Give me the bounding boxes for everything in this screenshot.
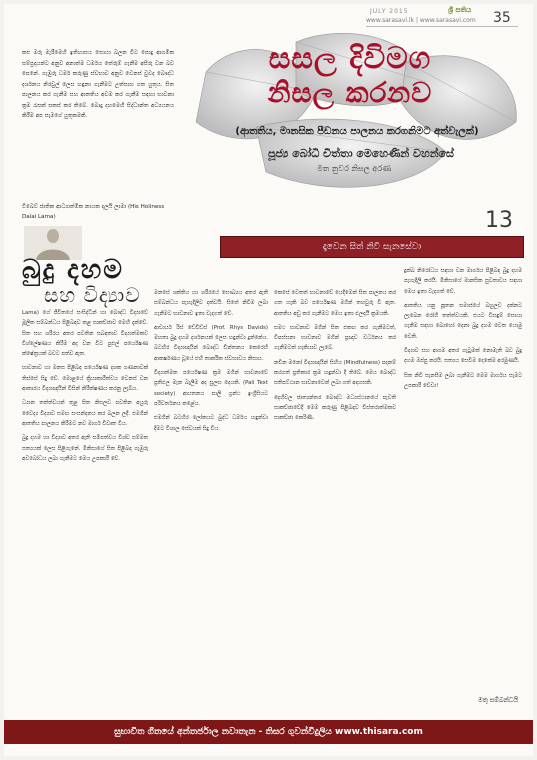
magazine-name: ශ්‍රී සතිය	[448, 6, 472, 14]
paragraph: කෙසේ වෙතත් භාවනාවේ යෙදීමෙන් සිත පාලනය කර ගත හැකි බව පර්යේෂණ මගින් තහවුරු වී ඇත. ආතතිය අඩු කර ගැනීමට මෙය ඉතා ඵලදායී ක්‍රමයකි.	[274, 290, 396, 317]
paragraph: ආතතිය යනු නූතන සමාජයේ බහුලව දක්නට ලැබෙන රෝගී තත්ත්වයකි. එයට විසඳුම් සොයා ගැනීම සඳහා බොහෝ දෙනා බුදු දහම වෙත යොමු වෙති.	[404, 302, 522, 340]
paragraph: විද්‍යාත්මක පර්යේෂණ ක්‍රම මගින් භාවනාවේ ප්‍රතිඵල මැන බැලීම අද සුලභ දෙයකි. (Pali Text society) ආයතනය පාලි ග්‍රන්ථ ඉංග්‍රීසියට පරිවර්තනය කළේය.	[154, 370, 268, 407]
paragraph: දෙහිවල ජාත්‍යන්තර බෞද්ධ මධ්‍යස්ථානයේ පැවති සාකච්ඡාවේදී මෙම කරුණු පිළිබඳව විස්තරාත්මකව සාකච්ඡා කෙරිණි.	[274, 394, 396, 422]
paragraph: ආචාර්ය රිස් ඩේවිඩ්ස් (Prof. Rhys Davids) මහතා බුදු දහම දර්ශනයක් ලෙස හඳුන්වා දුන්නේය. බටහිර විද්‍යාඥයින් බෞද්ධ චින්තනය කෙරෙහි ආකර්ෂණය වූයේ එහි තාර්කික ස්වභාවය නිසාය.	[154, 324, 268, 362]
header-divider	[366, 26, 518, 27]
paragraph: සමථ භාවනාව මගින් සිත එකඟ කර ගැනීමටත්, විපස්සනා භාවනාව මගින් ප්‍රඥාව වර්ධනය කර ගැනීමටත් හැකියාව ලැබේ.	[274, 324, 396, 352]
page-footer	[4, 720, 533, 744]
section-title-line-1: බුදු දහම	[22, 255, 124, 285]
article-title	[200, 42, 500, 110]
paragraph: ධ්‍යාන තත්ත්වයන් තුළ සිත නිසලව පවතින අයුරු වෛද්‍ය විද්‍යාව සමඟ සංසන්දනය කර බලන ලදී. එමගින් ආතතිය පාලනය කිරීමට නව මාර්ග විවෘත විය.	[22, 400, 148, 427]
footer-text: සුභාවිත ගීතයේ අන්තර්ජාල නවාතැන - තිසර ගුවන්විදුලිය www.thisara.com	[114, 727, 423, 737]
paragraph: භාවනාව හා මනස පිළිබඳ පර්යේෂණ දශක ගණනාවක් තිස්සේ සිදු වේ. මොළයේ ක්‍රියාකාරීත්වය වෙනස් වන ආකාරය විද්‍යාඥයින් විසින් නිරීක්ෂණය කරනු ලැබීය.	[22, 365, 148, 393]
title-line-1: සසල දිවිමග	[268, 41, 432, 76]
magazine-page	[4, 4, 533, 756]
title-line-2: නිසල කරනව	[267, 76, 433, 109]
paragraph: සිත නිවී සැනසීම ලබා ගැනීමට මෙම මාර්ගය සැමට උපකාරී වේවා!	[404, 372, 522, 389]
intro-paragraph: කළු මරු මැරීමෙහි ඉතිහාසය සොයා බලන විට පොදු ආගමික සම්ප්‍රදායන්ට අනුව අනාත්ම ධර්මය තේරුම් ගැනීම අසීරු වන බව පෙනේ. ගැඹුරු ධර්ම කරුණු ස්වභාව අනුව වෙනස් වුවද බෞද්ධ දර්ශනය නිරවුල් ලෙස හඳුනා ගැනීමට උත්සාහ ගත යුතුය. සිත පාලනය කර ගැනීම සහ ආතතිය අවම කර ගැනීම සඳහා භාවනා ක්‍රම රැසක් සකස් කර තිබේ. බොදු දහමෙහි සිද්ධාන්ත අධ්‍යයනය කිරීම අප සැමගේ යුතුකමකි.	[22, 50, 174, 119]
series-number: 13	[485, 208, 513, 233]
intro-caption: ටිබෙට් ජාතික ආධ්‍යාත්මික නායක දලයි ලාමා (His Holiness Dalai Lama)	[22, 204, 165, 220]
paragraph: බුදු දහම හා විද්‍යාව අතර ඇති සමීපත්වය විශ්ව සම්මත සත්‍යයක් ලෙස පිළිගැනේ. මිනිසාගේ සිත පිළිබඳ ගැඹුරු අවබෝධය ලබා ගැනීමට මෙය උපකාරී වේ.	[22, 435, 148, 462]
article-subtitle: (ආතතිය, මානසික පීඩනය පාලනය කරගනිමට අත්වැලක්)	[235, 126, 479, 137]
paragraph: නවීන මනෝ විද්‍යාඥයින් සිහිය (Mindfulness) පදනම් කරගත් ප්‍රතිකාර ක්‍රම හඳුන්වා දී තිබේ. මෙය බෞද්ධ සතිපට්ඨාන භාවනාවෙන් ලබා ගත් අදහසකි.	[274, 359, 396, 387]
article-translator: මත නුවර නිසල අරණ	[316, 164, 392, 173]
body-column-a	[22, 308, 148, 716]
article-banner	[220, 236, 524, 258]
body-column-d	[404, 266, 522, 694]
paragraph: Lama) ගේ ජීවිතයේ සංසිද්ධීන් හා බෞද්ධ විද්‍යාවේ මූලික සම්බන්ධය පිළිබඳව කළ සාකච්ඡාව මෙහි දැක්වේ. සිත සහ ශරීරය අතර පවතින සබඳතාව විද්‍යාත්මකව විශ්ලේෂණය කිරීම අද වන විට පුළුල් පර්යේෂණ ක්ෂේත්‍රයක් බවට පත්ව ඇත.	[22, 310, 148, 358]
paragraph: මනසේ ශක්තිය හා ශරීරයේ සෞඛ්‍යය අතර ඇති සම්බන්ධය පැහැදිලිව දක්වයි. සිතේ නිවීම ලබා ගැනීමට භාවනාව ඉතා වැදගත් වේ.	[154, 290, 268, 317]
banner-text: දෑවෙන සිත් නිවී සැනසේවා	[322, 242, 422, 252]
section-title-line-2: සහ විද්‍යාව	[44, 283, 141, 307]
body-column-c	[274, 288, 396, 718]
article-author: පූජ්‍ය බෝධි චිත්තා මෙහෙණින් වහන්සේ	[268, 147, 454, 160]
issue-date: JULY 2015	[370, 8, 409, 15]
header-website: www.sarasavi.lk | www.sarasavi.com	[366, 17, 476, 24]
page-number: 35	[493, 10, 511, 26]
paragraph: විද්‍යාව සහ ආගම අතර ගැටුමක් නොමැති බව බුදු දහම ඔප්පු කරයි. සත්‍යය සෙවීම දෙකේම අරමුණයි.	[404, 348, 522, 365]
to-be-continued: මතු සම්බන්ධයි	[478, 696, 519, 704]
paragraph: දුක්ඛ නිරෝධය සඳහා වන මාර්ගය පිළිබඳ බුදු දහම පැහැදිලි කරයි. මිනිසාගේ මානසික සුවතාවය සඳහා මෙය ඉතා වැදගත් වේ.	[404, 268, 522, 295]
body-column-b	[154, 288, 268, 716]
paragraph: එමගින් බටහිර ලෝකයට බුද්ධ ධර්මය හඳුන්වා දීමට විශාල සේවයක් සිදු විය.	[154, 415, 268, 432]
